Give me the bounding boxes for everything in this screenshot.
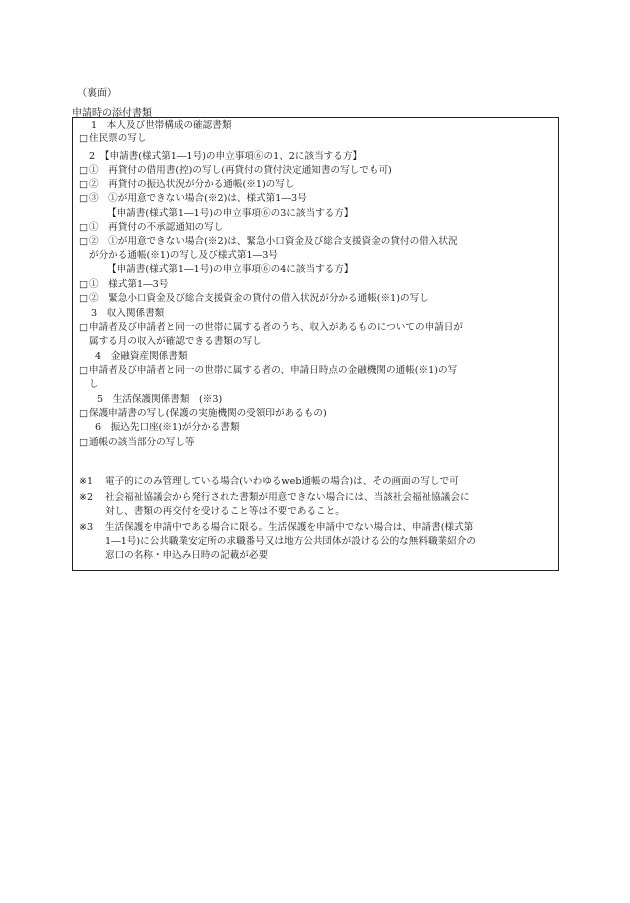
section-heading: 申請時の添付書類 bbox=[72, 108, 152, 119]
list-item: が分かる通帳(※1)の写し及び様式第1―3号 bbox=[89, 250, 278, 261]
list-item: 1 本人及び世帯構成の確認書類 bbox=[91, 120, 232, 131]
list-item: ③ ①が用意できない場合(※2)は、様式第1―3号 bbox=[89, 193, 307, 204]
list-item: 申請者及び申請者と同一の世帯に属する者のうち、収入があるものについての申請日が bbox=[89, 322, 463, 333]
list-item: 通帳の該当部分の写し等 bbox=[89, 437, 195, 448]
list-item: 属する月の収入が確認できる書類の写し bbox=[89, 336, 262, 347]
list-item: 3 収入関係書類 bbox=[91, 308, 165, 319]
list-item: ① 再貸付の不承認通知の写し bbox=[89, 222, 224, 233]
list-item: 【申請書(様式第1―1号)の申立事項⑥の3に該当する方】 bbox=[107, 208, 354, 219]
note-mark: ※1 bbox=[79, 476, 94, 487]
checkbox-icon[interactable]: □ bbox=[79, 179, 89, 190]
checkbox-icon[interactable]: □ bbox=[79, 236, 89, 247]
list-item: ② 再貸付の振込状況が分かる通帳(※1)の写し bbox=[89, 179, 295, 190]
note-text: 1―1号)に公共職業安定所の求職番号又は地方公共団体が設ける公的な無料職業紹介の bbox=[105, 536, 476, 547]
checkbox-icon[interactable]: □ bbox=[79, 222, 89, 233]
list-item: 5 生活保護関係書類 (※3) bbox=[97, 394, 223, 405]
checkbox-icon[interactable]: □ bbox=[79, 279, 89, 290]
list-item: 【申請書(様式第1―1号)の申立事項⑥の4に該当する方】 bbox=[107, 264, 354, 275]
note-text: 窓口の名称・申込み日時の記載が必要 bbox=[105, 550, 269, 561]
list-item: 申請者及び申請者と同一の世帯に属する者の、申請日時点の金融機関の通帳(※1)の写 bbox=[89, 365, 458, 376]
note-text: 電子的にのみ管理している場合(いわゆるweb通帳の場合)は、その画面の写しで可 bbox=[105, 476, 459, 487]
checkbox-icon[interactable]: □ bbox=[79, 437, 89, 448]
note-mark: ※3 bbox=[79, 522, 94, 533]
note-text: 対し、書類の再交付を受けること等は不要であること。 bbox=[105, 506, 345, 517]
list-item: ② ①が用意できない場合(※2)は、緊急小口資金及び総合支援資金の貸付の借入状況 bbox=[89, 236, 458, 247]
list-item: ② 緊急小口資金及び総合支援資金の貸付の借入状況が分かる通帳(※1)の写し bbox=[89, 293, 429, 304]
side-label: （裏面） bbox=[77, 88, 117, 99]
list-item: 住民票の写し bbox=[89, 133, 147, 144]
list-item: 6 振込先口座(※1)が分かる書類 bbox=[95, 422, 240, 433]
document-list-box bbox=[72, 117, 559, 571]
list-item: 4 金融資産関係書類 bbox=[95, 351, 188, 362]
checkbox-icon[interactable]: □ bbox=[79, 408, 89, 419]
list-item: 保護申請書の写し(保護の実施機関の受領印があるもの) bbox=[89, 408, 327, 419]
note-text: 生活保護を申請中である場合に限る。生活保護を申請中でない場合は、申請書(様式第 bbox=[105, 522, 474, 533]
list-item: し bbox=[89, 379, 99, 390]
note-mark: ※2 bbox=[79, 492, 94, 503]
list-item: ① 様式第1―3号 bbox=[89, 279, 169, 290]
checkbox-icon[interactable]: □ bbox=[79, 165, 89, 176]
note-text: 社会福祉協議会から発行された書類が用意できない場合には、当該社会福祉協議会に bbox=[105, 492, 470, 503]
list-item: 2 【申請書(様式第1―1号)の申立事項⑥の1、2に該当する方】 bbox=[89, 151, 363, 162]
list-item: ① 再貸付の借用書(控)の写し(再貸付の貸付決定通知書の写しでも可) bbox=[89, 165, 392, 176]
checkbox-icon[interactable]: □ bbox=[79, 322, 89, 333]
checkbox-icon[interactable]: □ bbox=[79, 133, 89, 144]
checkbox-icon[interactable]: □ bbox=[79, 365, 89, 376]
checkbox-icon[interactable]: □ bbox=[79, 193, 89, 204]
checkbox-icon[interactable]: □ bbox=[79, 293, 89, 304]
